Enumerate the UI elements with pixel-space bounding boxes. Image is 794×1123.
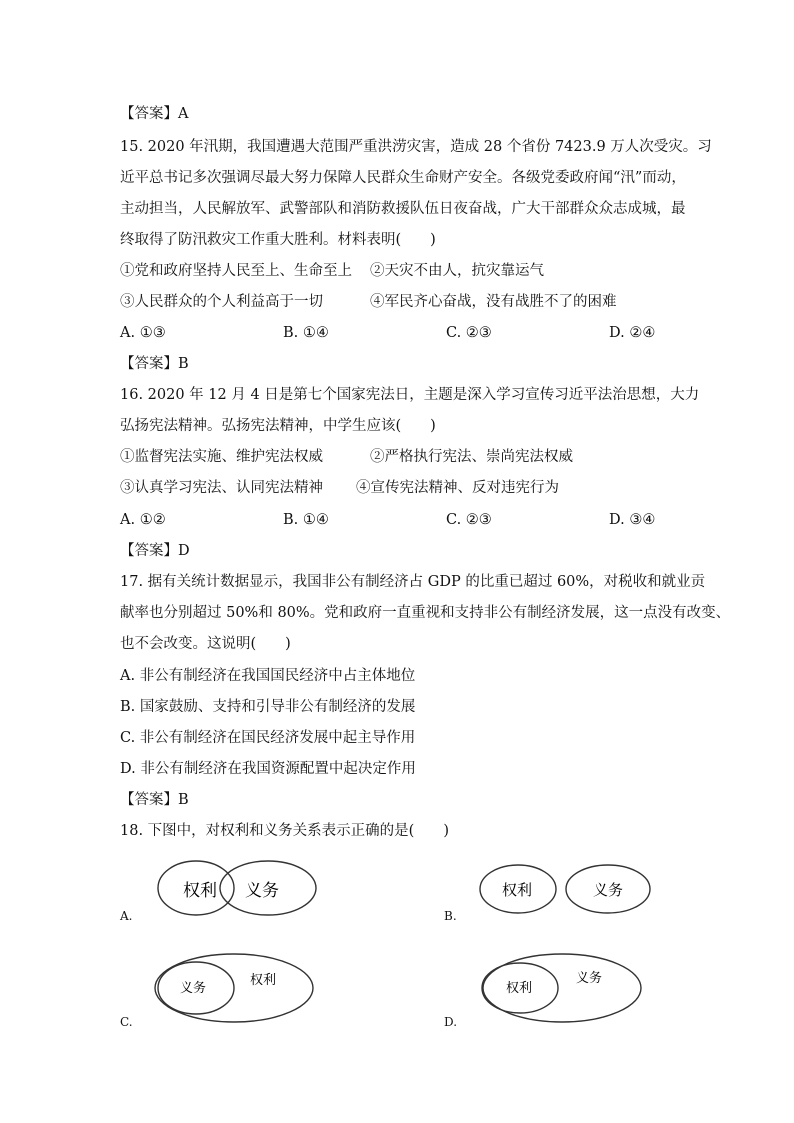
q18-diagram-d bbox=[478, 950, 646, 1028]
q18-c-label-inner: 义务 bbox=[180, 981, 207, 996]
answer-16: 【答案】D bbox=[120, 543, 190, 559]
q15-items-row-1 bbox=[120, 261, 680, 281]
q18-stem: 18. 下图中，对权利和义务关系表示正确的是( ) bbox=[120, 823, 449, 839]
q18-label-a: A. bbox=[120, 909, 133, 923]
q18-label-c: C. bbox=[120, 1015, 133, 1029]
q17-option-c: C. 非公有制经济在国民经济发展中起主导作用 bbox=[120, 730, 416, 746]
q15-item-3: ③人民群众的个人利益高于一切 bbox=[120, 294, 323, 310]
q15-option-d: D. ②④ bbox=[609, 325, 656, 341]
q16-item-2: ②严格执行宪法、崇尚宪法权威 bbox=[370, 449, 573, 465]
q18-c-label-outer: 权利 bbox=[250, 973, 277, 988]
q18-d-label-outer: 义务 bbox=[576, 971, 603, 986]
q18-b-label-rights: 权利 bbox=[502, 881, 533, 899]
q16-option-c: C. ②③ bbox=[446, 512, 492, 528]
q15-options bbox=[120, 323, 680, 343]
q17-line-3: 也不会改变。这说明( ) bbox=[120, 636, 291, 652]
q15-option-c: C. ②③ bbox=[446, 325, 492, 341]
q16-item-3: ③认真学习宪法、认同宪法精神 bbox=[120, 480, 323, 496]
q18-diagram-a bbox=[150, 856, 330, 918]
answer-15: 【答案】B bbox=[120, 356, 189, 372]
q17-option-a: A. 非公有制经济在我国国民经济中占主体地位 bbox=[120, 668, 416, 684]
q18-a-label-duties: 义务 bbox=[245, 881, 279, 901]
q16-item-4: ④宣传宪法精神、反对违宪行为 bbox=[356, 480, 559, 496]
answer-17: 【答案】B bbox=[120, 792, 189, 808]
q16-line-2: 弘扬宪法精神。弘扬宪法精神，中学生应该( ) bbox=[120, 418, 436, 434]
q18-b-label-duties: 义务 bbox=[593, 881, 624, 899]
q16-items-row-2 bbox=[120, 478, 680, 498]
q15-line-1: 15. 2020 年汛期，我国遭遇大范围严重洪涝灾害，造成 28 个省份 7423.9 万人次受灾。习 bbox=[120, 139, 712, 155]
q17-option-b: B. 国家鼓励、支持和引导非公有制经济的发展 bbox=[120, 699, 416, 715]
q15-line-3: 主动担当，人民解放军、武警部队和消防救援队伍日夜奋战，广大干部群众众志成城，最 bbox=[120, 201, 686, 217]
q16-option-a: A. ①② bbox=[120, 512, 166, 528]
q18-d-label-inner: 权利 bbox=[506, 981, 533, 996]
q15-line-2: 近平总书记多次强调尽最大努力保障人民群众生命财产安全。各级党委政府闻“汛”而动， bbox=[120, 170, 686, 186]
q16-options bbox=[120, 510, 680, 530]
q15-option-b: B. ①④ bbox=[283, 325, 329, 341]
answer-14: 【答案】A bbox=[120, 106, 189, 122]
q17-line-2: 献率也分别超过 50%和 80%。党和政府一直重视和支持非公有制经济发展，这一点没有改变、 bbox=[120, 605, 731, 621]
q16-option-d: D. ③④ bbox=[609, 512, 656, 528]
q15-line-4: 终取得了防汛救灾工作重大胜利。材料表明( ) bbox=[120, 232, 436, 248]
q16-item-1: ①监督宪法实施、维护宪法权威 bbox=[120, 449, 323, 465]
q17-option-d: D. 非公有制经济在我国资源配置中起决定作用 bbox=[120, 761, 416, 777]
q17-line-1: 17. 据有关统计数据显示，我国非公有制经济占 GDP 的比重已超过 60%，对税收和就业贡 bbox=[120, 574, 706, 590]
q16-line-1: 16. 2020 年 12 月 4 日是第七个国家宪法日，主题是深入学习宣传习近平法治思想，大力 bbox=[120, 387, 700, 403]
q16-option-b: B. ①④ bbox=[283, 512, 329, 528]
q18-a-label-rights: 权利 bbox=[183, 881, 217, 901]
q18-label-b: B. bbox=[444, 909, 457, 923]
q18-diagram-b bbox=[474, 860, 656, 918]
q15-item-1: ①党和政府坚持人民至上、生命至上 bbox=[120, 263, 352, 279]
q15-option-a: A. ①③ bbox=[120, 325, 166, 341]
q15-item-4: ④军民齐心奋战，没有战胜不了的困难 bbox=[370, 294, 617, 310]
q18-diagram-c bbox=[150, 950, 320, 1028]
q18-label-d: D. bbox=[444, 1015, 458, 1029]
q15-items-row-2 bbox=[120, 292, 680, 312]
q15-item-2: ②天灾不由人，抗灾靠运气 bbox=[370, 263, 544, 279]
q16-items-row-1 bbox=[120, 447, 680, 467]
